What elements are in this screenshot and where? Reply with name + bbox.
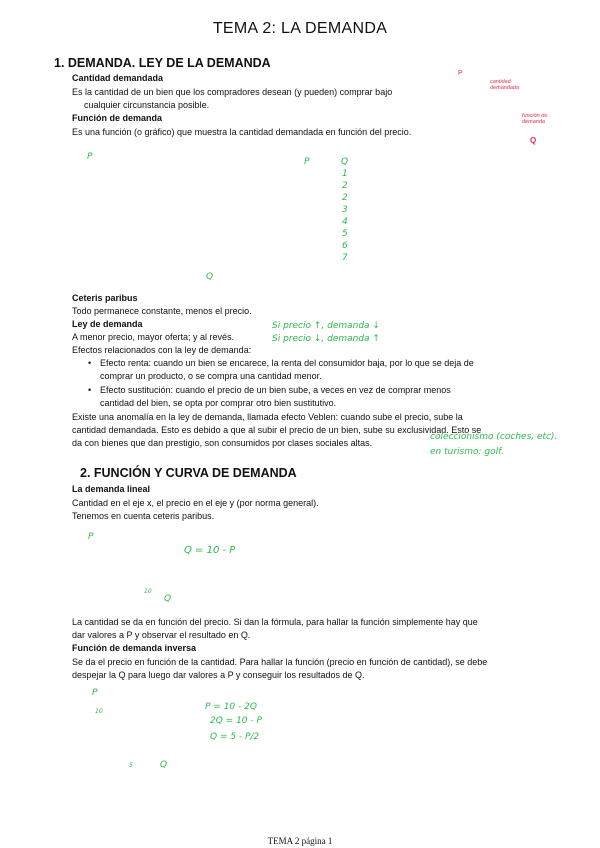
sketch-funcion-label: función de demanda bbox=[522, 113, 548, 125]
page-title: TEMA 2: LA DEMANDA bbox=[212, 20, 388, 37]
table-cell: 2 bbox=[342, 193, 348, 203]
graph2-q-tick: 5 bbox=[129, 762, 133, 769]
ceteris-title: Ceteris paribus bbox=[72, 293, 138, 303]
step-graph-q-label: Q bbox=[206, 272, 214, 282]
ley-note-2: Si precio ↓, demanda ↑ bbox=[272, 334, 380, 344]
inversa-line-2: despejar la Q para luego dar valores a P y conseguir los resultados de Q. bbox=[72, 670, 365, 680]
ley-text: A menor precio, mayor oferta; y al revés. bbox=[72, 332, 235, 342]
table-cell: 2 bbox=[342, 181, 348, 191]
after-graph-line-2: dar valores a P y observar el resultado en Q. bbox=[72, 630, 251, 640]
veblen-note-1: coleccionismo (coches, etc). bbox=[430, 432, 558, 442]
table-cell: 5 bbox=[342, 229, 348, 239]
veblen-note-2: en turismo: golf. bbox=[430, 447, 504, 457]
sketch-p-label: P bbox=[458, 70, 463, 77]
funcion-demanda-text: Es una función (o gráfico) que muestra la cantidad demandada en función del precio. bbox=[72, 127, 412, 137]
sketch-cantidad-label: cantidad demandada bbox=[490, 79, 520, 91]
graph1-p-label: P bbox=[88, 532, 94, 542]
ley-note-1: Si precio ↑, demanda ↓ bbox=[272, 321, 380, 331]
graph2-p-label: P bbox=[92, 688, 98, 698]
section-2-heading: 2. FUNCIÓN Y CURVA DE DEMANDA bbox=[80, 466, 297, 480]
table-header-q: Q bbox=[341, 157, 349, 167]
funcion-demanda-title: Función de demanda bbox=[72, 113, 163, 123]
veblen-line-3: da con bienes que dan prestigio, son consumidos por clases sociales altas. bbox=[72, 438, 373, 448]
cantidad-line-1: Es la cantidad de un bien que los compradores desean (y pueden) comprar bajo bbox=[72, 87, 393, 97]
ceteris-text: Todo permanece constante, menos el precio. bbox=[72, 306, 252, 316]
bullet-efecto-sustitucion-2: cantidad del bien, se opta por comprar otro bien sustitutivo. bbox=[100, 398, 337, 408]
demanda-lineal-title: La demanda lineal bbox=[72, 484, 151, 494]
after-graph-line-1: La cantidad se da en función del precio. Si dan la fórmula, para hallar la función simplemente hay que bbox=[72, 617, 478, 627]
inverse-equation-3: Q = 5 - P/2 bbox=[210, 732, 260, 742]
bullet-efecto-renta-1: • Efecto renta: cuando un bien se encarece, la renta del consumidor baja, por lo que se deja de bbox=[100, 357, 474, 369]
graph1-q-tick: 10 bbox=[144, 588, 152, 595]
graph1-q-label: Q bbox=[164, 594, 172, 604]
inversa-line-1: Se da el precio en función de la cantidad. Para hallar la función (precio en función de cantidad), se debe bbox=[72, 657, 488, 667]
demanda-inversa-title: Función de demanda inversa bbox=[72, 643, 197, 653]
bullet-efecto-renta-2: comprar un producto, o se compra una cantidad menor. bbox=[100, 371, 322, 381]
veblen-line-2: cantidad demandada. Esto es debido a que al subir el precio de un bien, sube su exclusividad. Esto se bbox=[72, 425, 482, 435]
lineal-line-2: Tenemos en cuenta ceteris paribus. bbox=[72, 511, 215, 521]
inverse-equation-1: P = 10 - 2Q bbox=[205, 702, 257, 712]
page-footer: TEMA 2 página 1 bbox=[267, 836, 333, 846]
efectos-intro: Efectos relacionados con la ley de demanda: bbox=[72, 345, 252, 355]
table-cell: 7 bbox=[342, 253, 348, 263]
sketch-q-label: Q bbox=[530, 136, 537, 145]
graph2-p-tick: 10 bbox=[95, 708, 103, 715]
table-cell: 6 bbox=[342, 241, 348, 251]
table-cell: 3 bbox=[342, 205, 348, 215]
cantidad-line-2: cualquier circunstancia posible. bbox=[84, 100, 210, 110]
table-cell: 1 bbox=[342, 169, 348, 179]
veblen-line-1: Existe una anomalía en la ley de demanda, llamada efecto Veblen: cuando sube el precio, sube la bbox=[72, 412, 463, 422]
table-header-p: P bbox=[304, 157, 310, 167]
table-cell: 4 bbox=[342, 217, 348, 227]
ley-title: Ley de demanda bbox=[72, 319, 143, 329]
step-graph-p-label: P bbox=[87, 152, 93, 162]
lineal-line-1: Cantidad en el eje x, el precio en el eje y (por norma general). bbox=[72, 498, 319, 508]
graph1-formula: Q = 10 - P bbox=[184, 545, 236, 556]
inverse-equation-2: 2Q = 10 - P bbox=[210, 716, 262, 726]
cantidad-demandada-title: Cantidad demandada bbox=[72, 73, 164, 83]
graph2-q-label: Q bbox=[160, 760, 168, 770]
bullet-efecto-sustitucion-1: • Efecto sustitución: cuando el precio de un bien sube, a veces en vez de comprar menos bbox=[100, 384, 451, 396]
section-1-heading: 1. DEMANDA. LEY DE LA DEMANDA bbox=[54, 56, 271, 70]
